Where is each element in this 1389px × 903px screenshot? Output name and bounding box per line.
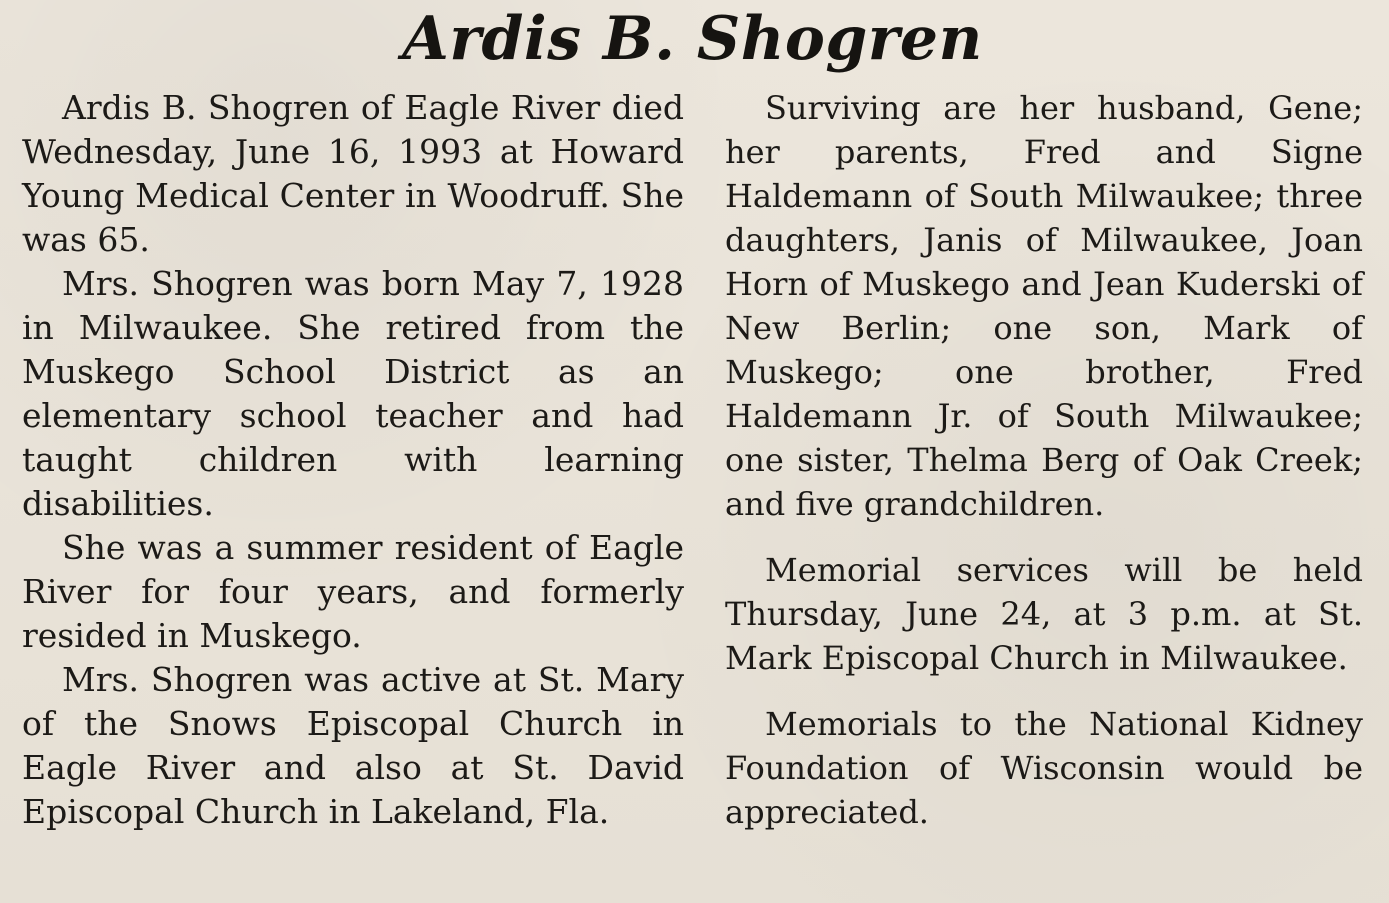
left-column — [22, 86, 684, 834]
paragraph-biography: Mrs. Shogren was born May 7, 1928 in Milwaukee. She retired from the Muskego School District as an elementary school teacher and had taught children with learning disabilities. — [22, 264, 684, 523]
paragraph-survivors: Surviving are her husband, Gene; her parents, Fred and Signe Haldemann of South Milwaukee; three daughters, Janis of Milwaukee, Joan Horn of Muskego and Jean Kuderski of New Berlin; one son, Mark of Muskego; one brother, Fred Haldemann Jr. of South Milwaukee; one sister, Thelma Berg of Oak Creek; and five grandchildren. — [725, 89, 1363, 523]
paragraph-residence: She was a summer resident of Eagle River for four years, and formerly resided in Muskego. — [22, 528, 684, 655]
obituary-headline: Ardis B. Shogren — [402, 4, 983, 74]
right-column — [725, 86, 1363, 834]
paragraph-memorial-services: Memorial services will be held Thursday, June 24, at 3 p.m. at St. Mark Episcopal Church in Milwaukee. — [725, 551, 1363, 677]
paragraph-death-notice: Ardis B. Shogren of Eagle River died Wednesday, June 16, 1993 at Howard Young Medical Center in Woodruff. She was 65. — [22, 88, 684, 259]
paragraph-church-activity: Mrs. Shogren was active at St. Mary of the Snows Episcopal Church in Eagle River and also at St. David Episcopal Church in Lakeland, Fla. — [22, 660, 684, 831]
paragraph-memorials: Memorials to the National Kidney Foundation of Wisconsin would be appreciated. — [725, 705, 1363, 831]
article-columns — [22, 86, 1363, 834]
